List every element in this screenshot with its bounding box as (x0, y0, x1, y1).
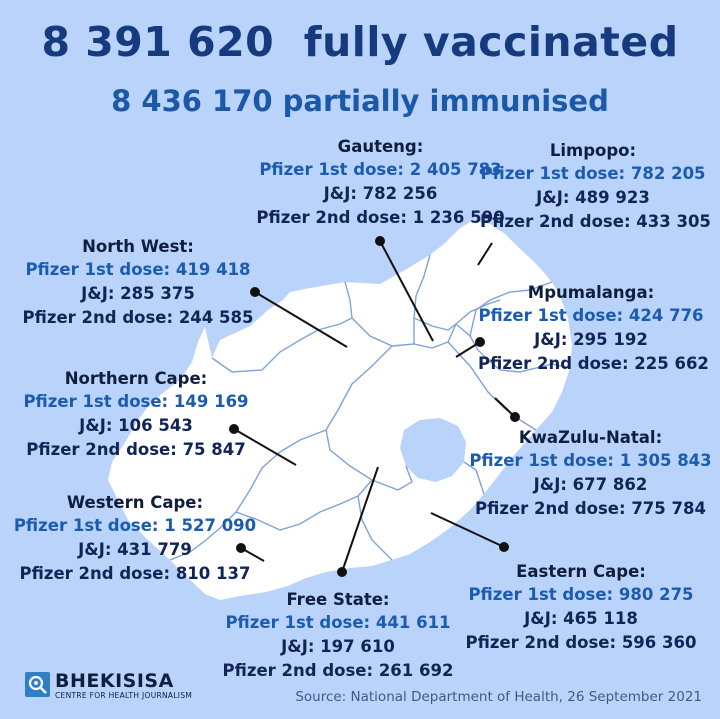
pfizer-first-dose: Pfizer 1st dose: 1 527 090 (13, 516, 257, 535)
province-name: North West: (82, 237, 194, 256)
jj-dose: J&J: 677 862 (533, 475, 648, 494)
jj-dose: J&J: 285 375 (81, 284, 195, 303)
logo-name: BHEKISISA (55, 670, 174, 692)
pfizer-first-dose: Pfizer 1st dose: 782 205 (480, 164, 706, 183)
province-name: Gauteng: (337, 137, 424, 156)
province-name: Mpumalanga: (527, 283, 655, 302)
jj-dose: J&J: 465 118 (524, 609, 638, 628)
province-name: Northern Cape: (64, 369, 208, 388)
subheadline: 8 436 170 partially immunised (111, 84, 609, 118)
jj-dose: J&J: 431 779 (78, 540, 192, 559)
province-free-state (222, 589, 454, 683)
pfizer-second-dose: Pfizer 2nd dose: 433 305 (480, 212, 711, 231)
province-western-cape (12, 492, 258, 586)
province-mpumalanga (478, 282, 709, 376)
jj-dose: J&J: 106 543 (79, 416, 193, 435)
jj-dose: J&J: 295 192 (534, 330, 648, 349)
province-name: Free State: (286, 590, 390, 609)
pfizer-second-dose: Pfizer 2nd dose: 225 662 (478, 354, 709, 373)
bhekisisa-logo (25, 672, 205, 704)
pfizer-first-dose: Pfizer 1st dose: 1 305 843 (469, 451, 712, 470)
headline: 8 391 620 fully vaccinated (41, 18, 679, 66)
pfizer-first-dose: Pfizer 1st dose: 441 611 (225, 613, 451, 632)
province-name: Eastern Cape: (516, 562, 646, 581)
pfizer-first-dose: Pfizer 1st dose: 2 405 783 (259, 160, 502, 179)
jj-dose: J&J: 782 256 (323, 184, 438, 203)
province-name: KwaZulu-Natal: (518, 428, 663, 447)
jj-dose: J&J: 197 610 (281, 637, 395, 656)
source-note: Source: National Department of Health, 26 September 2021 (295, 689, 702, 705)
province-northern-cape (16, 368, 256, 462)
province-north-west (20, 236, 256, 330)
logo-tagline: CENTRE FOR HEALTH JOURNALISM (55, 691, 193, 700)
pfizer-first-dose: Pfizer 1st dose: 419 418 (25, 260, 251, 279)
pfizer-first-dose: Pfizer 1st dose: 149 169 (23, 392, 249, 411)
pfizer-second-dose: Pfizer 2nd dose: 810 137 (19, 564, 251, 583)
pfizer-second-dose: Pfizer 2nd dose: 1 236 590 (256, 208, 505, 227)
pfizer-second-dose: Pfizer 2nd dose: 775 784 (475, 499, 706, 518)
pfizer-first-dose: Pfizer 1st dose: 424 776 (478, 306, 704, 325)
pfizer-second-dose: Pfizer 2nd dose: 596 360 (465, 633, 697, 652)
province-eastern-cape (462, 561, 700, 655)
pfizer-second-dose: Pfizer 2nd dose: 75 847 (26, 440, 246, 459)
province-name: Limpopo: (549, 141, 637, 160)
province-name: Western Cape: (66, 493, 204, 512)
pfizer-second-dose: Pfizer 2nd dose: 244 585 (22, 308, 254, 327)
province-limpopo (480, 140, 711, 234)
pfizer-second-dose: Pfizer 2nd dose: 261 692 (222, 661, 454, 680)
magnifier-icon (25, 672, 50, 697)
province-kwazulu-natal (468, 427, 713, 521)
jj-dose: J&J: 489 923 (536, 188, 650, 207)
pfizer-first-dose: Pfizer 1st dose: 980 275 (468, 585, 694, 604)
